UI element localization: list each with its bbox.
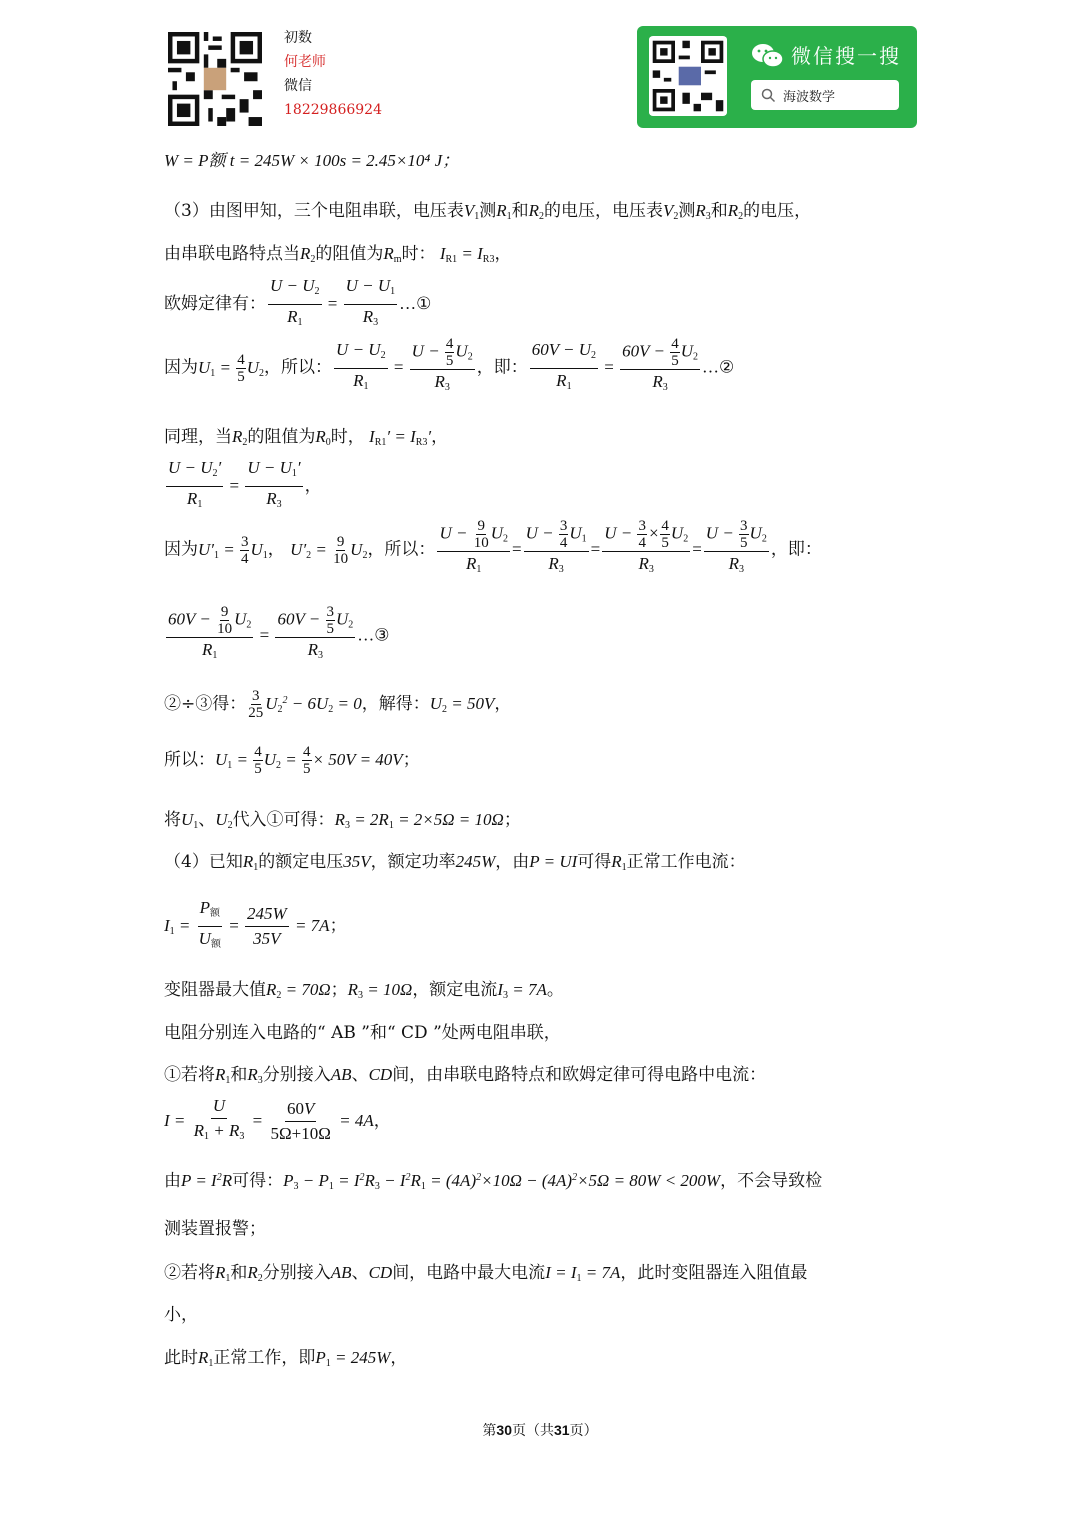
eq-current: I = $\frac{U}{R_1 + R_3}$ = $\frac{60V}{5\Omega+10\Omega}$ = 4A， [164,1096,391,1143]
eq-ohm-3: $\frac{U - U_2'}{R_1}$ = $\frac{U - U_1'}{R_3}$ ， [168,458,322,510]
wechat-search-banner[interactable] [637,26,917,128]
eq-work: W = P额 t = 245W × 100s = 2.45×10⁴ J； [164,151,460,170]
wechat-search-box[interactable] [751,80,899,110]
search-icon [761,88,776,103]
para-min: 小， [164,1305,198,1325]
para-no-alarm: 测装置报警； [164,1219,266,1239]
wechat-qr-code [649,36,727,116]
page-total: 31 [554,1422,570,1438]
header-phone: 18229866924 [284,102,382,118]
para-4-intro: （4）已知$R_1$的额定电压35V，额定功率245W，由P = UI可得$R_1$正常工作电流： [164,852,746,873]
wechat-search-title: 微信搜一搜 [791,44,901,68]
wechat-logo-icon [751,42,785,70]
eq-ohm-5: 60V − $\frac{9}{10}$ $U_2$ $R_1$ = 60V − $\frac{3}{5}$ $U_2$ $R_3$ …③ [168,604,390,662]
eq-power-diff: 由$P = I^2R$可得：$P_3 - P_1 = I^2R_3 - I^2R_1 = (4A)^2\times 10\Omega - (4A)^2\times 5\Omega = 80W < 200W$，不会导致检 [164,1171,823,1192]
wechat-search-keyword: 海波数学 [783,90,836,105]
para-normal: 此时$R_1$正常工作，即$P_1 = 245W$， [164,1348,408,1369]
eq-i1: $I_1$ = $\frac{P_额}{U_额}$ = $\frac{245W}{35V}$ = 7A； [164,898,347,950]
para-connect: 电阻分别连入电路的“ AB ”和“ CD ”处两电阻串联， [164,1023,561,1043]
qr-code [168,32,262,126]
page-number: 30 [496,1422,512,1438]
eq-ohm-1: 欧姆定律有： $\frac{U - U_2}{R_1}$ = $\frac{U - U_1}{R_3}$ …① [164,276,432,328]
para-similarly: 同理，当$R_2$的阻值为$R_0$时， $I_{R1}' = I_{R3}'$， [164,427,449,448]
eq-solve-u2: ②÷③得： $\frac{3}{25}$ $U_2^2 - 6U_2 = 0$，解得：$U_2 = 50V$， [164,688,512,721]
para-series: 由串联电路特点当$R_2$的阻值为$R_m$时： $I_{R1} = I_{R3}$， [164,244,512,265]
para-rheostat: 变阻器最大值$R_2 = 70\Omega$；$R_3 = 10\Omega$，额定电流$I_3 = 7A$。 [164,980,564,1001]
eq-ohm-4: 因为$U'_1$ = $\frac{3}{4}$ $U_1$， $U'_2$ = $\frac{9}{10}$ $U_2$，所以： U − $\frac{9}{10}$ $U_2$ $R_1$ = U − $\frac{3}{4}$ $U_1$ $R_3$ = U − $\frac{3}{4}$ × $\frac{4}{5}$ $U_2$ $R_3$ = U − $\frac{3}{5}$ $U_2$ $R_3$ ，即： [164,518,822,576]
eq-ohm-2: 因为$U_1$ = $\frac{4}{5}$ $U_2$，所以： $\frac{U - U_2}{R_1}$ = U − $\frac{4}{5}$ $U_2$ $R_3$ ，即： $\frac{60V - U_2}{R_1}$ = 60V − $\frac{4}{5}$ $U_2$ $R_3$ …② [164,336,735,394]
eq-r3: 将$U_1$、$U_2$代入①可得：$R_3 = 2R_1 = 2\times 5\Omega = 10\Omega$； [164,810,521,831]
para-3-intro: （3）由图甲知，三个电阻串联，电压表$V_1$测$R_1$和$R_2$的电压，电压表$V_2$测$R_3$和$R_2$的电压， [164,201,812,222]
page-footer: 第30页（共31页） [482,1422,598,1439]
header-label-wechat: 微信 [284,78,312,94]
para-case-2: ②若将$R_1$和$R_2$分别接入AB、CD间，电路中最大电流$I = I_1 = 7A$，此时变阻器连入阻值最 [164,1263,808,1284]
header-label-teacher: 何老师 [284,54,326,70]
header-label-1: 初数 [284,30,312,46]
eq-u1: 所以：$U_1$ = $\frac{4}{5}$ $U_2$ = $\frac{4}{5}$ × 50V = 40V； [164,744,420,777]
para-case-1: ①若将$R_1$和$R_3$分别接入AB、CD间，由串联电路特点和欧姆定律可得电路中电流： [164,1065,767,1086]
